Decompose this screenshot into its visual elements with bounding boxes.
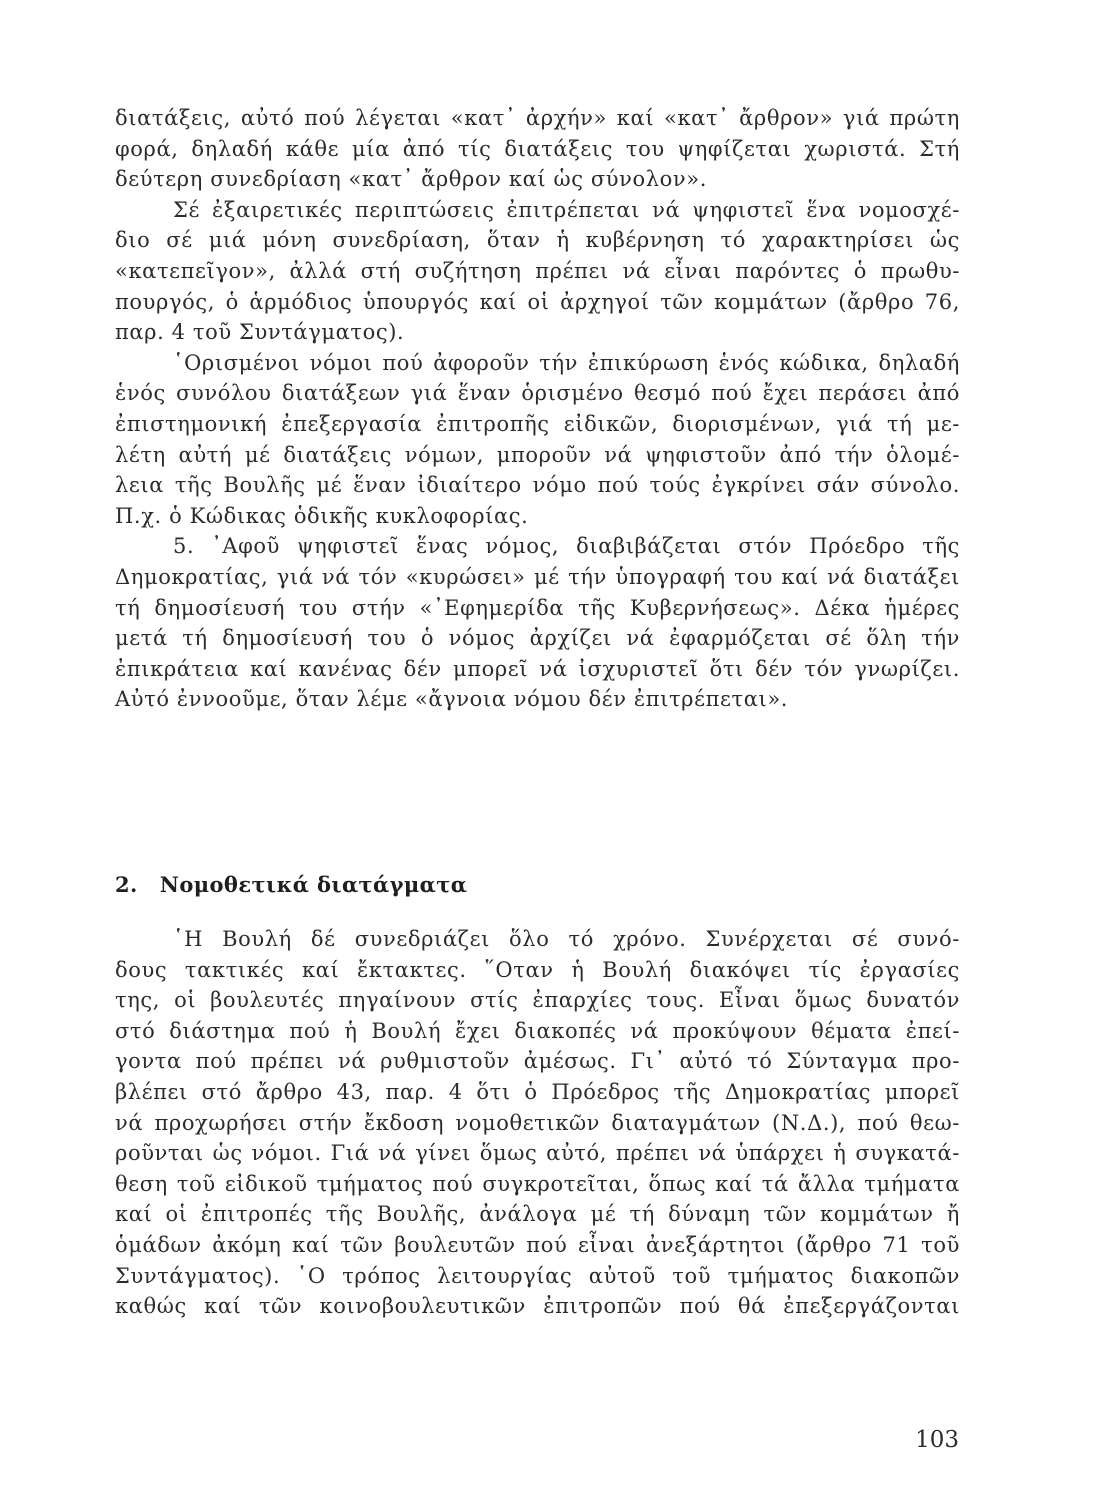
- text-line: της, οἱ βουλευτές πηγαίνουν στίς ἐπαρχίες τους. Εἶναι ὅμως δυνατόν: [115, 988, 960, 1013]
- text-line: διο σέ μιά μόνη συνεδρίαση, ὅταν ἡ κυβέρνηση τό χαρακτηρίσει ὡς: [115, 228, 960, 253]
- text-line: μετά τή δημοσίευσή του ὁ νόμος ἀρχίζει νά ἐφαρμόζεται σέ ὅλη τήν: [115, 626, 960, 651]
- text-line: ἑνός συνόλου διατάξεων γιά ἕναν ὁρισμένο θεσμό πού ἔχει περάσει ἀπό: [115, 381, 960, 406]
- text-line: ῾Η Βουλή δέ συνεδριάζει ὅλο τό χρόνο. Συνέρχεται σέ συνό-: [173, 927, 960, 951]
- text-line: 5. ᾽Αφοῦ ψηφιστεῖ ἕνας νόμος, διαβιβάζεται στόν Πρόεδρο τῆς: [173, 534, 960, 559]
- text-line: ὁμάδων ἀκόμη καί τῶν βουλευτῶν πού εἶναι ἀνεξάρτητοι (ἄρθρο 71 τοῦ: [115, 1232, 960, 1257]
- text-line: λεια τῆς Βουλῆς μέ ἕναν ἰδιαίτερο νόμο πού τούς ἐγκρίνει σάν σύνολο.: [115, 473, 960, 498]
- text-line: Αὐτό ἐννοοῦμε, ὅταν λέμε «ἄγνοια νόμου δέν ἐπιτρέπεται».: [115, 687, 789, 712]
- page-number: 103: [915, 1427, 959, 1453]
- text-line: πουργός, ὁ ἁρμόδιος ὑπουργός καί οἱ ἀρχηγοί τῶν κομμάτων (ἄρθρο 76,: [115, 289, 960, 314]
- text-line: φορά, δηλαδή κάθε μία ἀπό τίς διατάξεις του ψηφίζεται χωριστά. Στή: [115, 136, 960, 161]
- text-line: διατάξεις, αὐτό πού λέγεται «κατ᾽ ἀρχήν» καί «κατ᾽ ἄρθρον» γιά πρώτη: [115, 106, 960, 130]
- text-line: νά προχωρήσει στήν ἔκδοση νομοθετικῶν διαταγμάτων (Ν.Δ.), πού θεω-: [115, 1110, 960, 1135]
- text-line: δεύτερη συνεδρίαση «κατ᾽ ἄρθρον καί ὡς σύνολον».: [115, 167, 708, 192]
- body-text-bottom: [115, 924, 960, 1322]
- text-line: Σέ ἐξαιρετικές περιπτώσεις ἐπιτρέπεται νά ψηφιστεῖ ἕνα νομοσχέ-: [173, 197, 960, 222]
- body-text-top: [115, 103, 960, 715]
- text-line: Δημοκρατίας, γιά νά τόν «κυρώσει» μέ τήν ὑπογραφή του καί νά διατάξει: [115, 564, 960, 589]
- text-line: Π.χ. ὁ Κώδικας ὁδικῆς κυκλοφορίας.: [115, 503, 529, 528]
- text-line: παρ. 4 τοῦ Συντάγματος).: [115, 320, 405, 345]
- text-line: λέτη αὐτή μέ διατάξεις νόμων, μποροῦν νά ψηφιστοῦν ἀπό τήν ὁλομέ-: [115, 442, 960, 467]
- section-title: Νομοθετικά διατάγματα: [159, 872, 468, 897]
- text-line: δους τακτικές καί ἔκτακτες. ῞Οταν ἡ Βουλή διακόψει τίς ἐργασίες: [115, 957, 960, 982]
- text-line: Συντάγματος). ῾Ο τρόπος λειτουργίας αὐτοῦ τοῦ τμήματος διακοπῶν: [115, 1263, 960, 1288]
- section-heading: [115, 872, 467, 897]
- section-number: 2.: [115, 872, 138, 897]
- text-line: καθώς καί τῶν κοινοβουλευτικῶν ἐπιτροπῶν πού θά ἐπεξεργάζονται: [115, 1294, 960, 1319]
- text-line: γοντα πού πρέπει νά ρυθμιστοῦν ἀμέσως. Γι᾽ αὐτό τό Σύνταγμα προ-: [115, 1049, 960, 1074]
- text-line: βλέπει στό ἄρθρο 43, παρ. 4 ὅτι ὁ Πρόεδρος τῆς Δημοκρατίας μπορεῖ: [115, 1079, 960, 1104]
- text-line: ἐπικράτεια καί κανένας δέν μπορεῖ νά ἰσχυριστεῖ ὅτι δέν τόν γνωρίζει.: [115, 656, 960, 681]
- text-line: «κατεπεῖγον», ἀλλά στή συζήτηση πρέπει νά εἶναι παρόντες ὁ πρωθυ-: [115, 258, 960, 283]
- text-line: ἐπιστημονική ἐπεξεργασία ἐπιτροπῆς εἰδικῶν, διορισμένων, γιά τή με-: [115, 411, 960, 436]
- text-line: στό διάστημα πού ἡ Βουλή ἔχει διακοπές νά προκύψουν θέματα ἐπεί-: [115, 1018, 960, 1043]
- text-line: τή δημοσίευσή του στήν «᾽Εφημερίδα τῆς Κυβερνήσεως». Δέκα ἡμέρες: [115, 595, 960, 620]
- text-line: καί οἱ ἐπιτροπές τῆς Βουλῆς, ἀνάλογα μέ τή δύναμη τῶν κομμάτων ἤ: [115, 1202, 960, 1227]
- text-line: θεση τοῦ εἰδικοῦ τμήματος πού συγκροτεῖται, ὅπως καί τά ἄλλα τμήματα: [115, 1171, 960, 1196]
- text-line: ῾Ορισμένοι νόμοι πού ἀφοροῦν τήν ἐπικύρωση ἑνός κώδικα, δηλαδή: [173, 350, 960, 375]
- text-line: ροῦνται ὡς νόμοι. Γιά νά γίνει ὅμως αὐτό, πρέπει νά ὑπάρχει ἡ συγκατά-: [115, 1141, 960, 1166]
